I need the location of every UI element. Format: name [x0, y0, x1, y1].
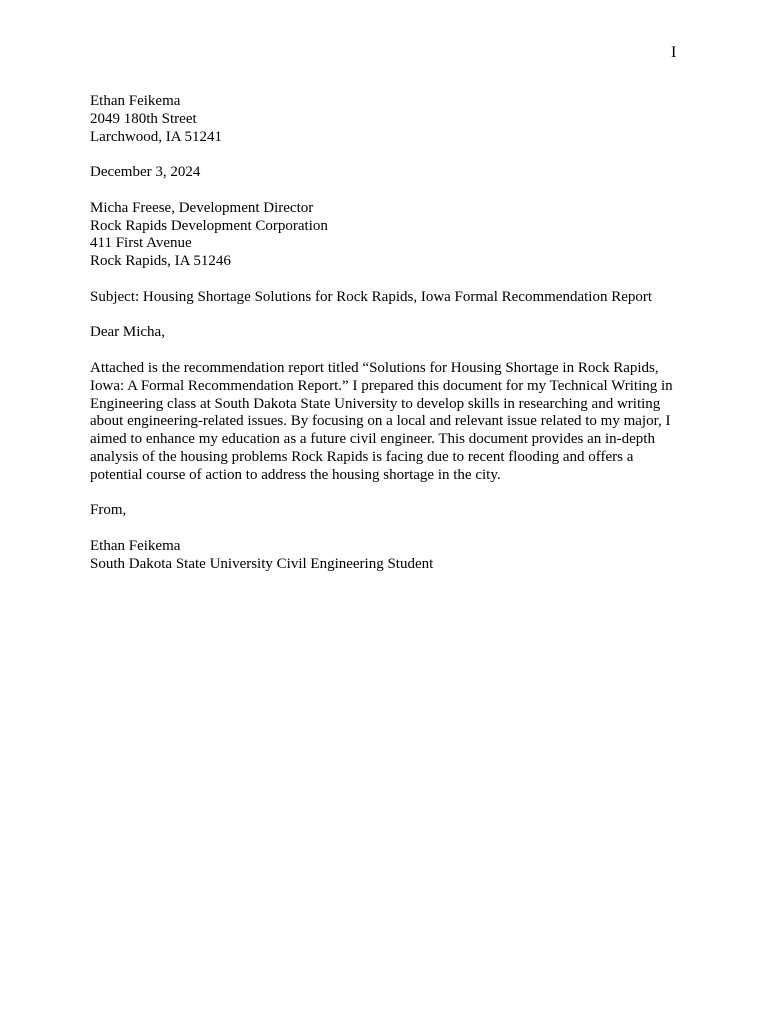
body-line: analysis of the housing problems Rock Rapids is facing due to recent flooding and offers a	[90, 448, 634, 465]
signature-name: Ethan Feikema	[90, 537, 181, 554]
recipient-street: 411 First Avenue	[90, 235, 192, 252]
page-number: I	[671, 44, 677, 61]
body-line: aimed to enhance my education as a future civil engineer. This document provides an in-depth	[90, 431, 655, 448]
body-line: about engineering-related issues. By focusing on a local and relevant issue related to my major, I	[90, 413, 671, 430]
letter-date-block	[90, 164, 690, 182]
body-line: Engineering class at South Dakota State University to develop skills in researching and writing	[90, 395, 661, 412]
recipient-city-state-zip: Rock Rapids, IA 51246	[90, 253, 231, 270]
closing: From,	[90, 502, 127, 519]
signature-title: South Dakota State University Civil Engineering Student	[90, 555, 434, 572]
sender-city-state-zip: Larchwood, IA 51241	[90, 128, 223, 145]
sender-name: Ethan Feikema	[90, 93, 181, 109]
subject-line: Subject: Housing Shortage Solutions for Rock Rapids, Iowa Formal Recommendation Report	[90, 288, 653, 305]
sender-street: 2049 180th Street	[90, 110, 197, 127]
salutation-block	[90, 324, 690, 342]
letter-body	[90, 93, 690, 591]
recipient-address	[90, 200, 690, 271]
recipient-name-title: Micha Freese, Development Director	[90, 199, 314, 216]
recipient-organization: Rock Rapids Development Corporation	[90, 217, 328, 234]
salutation: Dear Micha,	[90, 324, 165, 341]
subject-block	[90, 289, 690, 307]
body-line: Attached is the recommendation report titled “Solutions for Housing Shortage in Rock Rapids,	[90, 359, 659, 376]
letter-date: December 3, 2024	[90, 164, 201, 181]
body-line: potential course of action to address the housing shortage in the city.	[90, 466, 501, 483]
sender-address	[90, 93, 690, 146]
closing-block	[90, 502, 690, 520]
signature-block	[90, 538, 690, 574]
body-paragraph	[90, 360, 690, 485]
body-line: Iowa: A Formal Recommendation Report.” I prepared this document for my Technical Writing in	[90, 377, 673, 394]
